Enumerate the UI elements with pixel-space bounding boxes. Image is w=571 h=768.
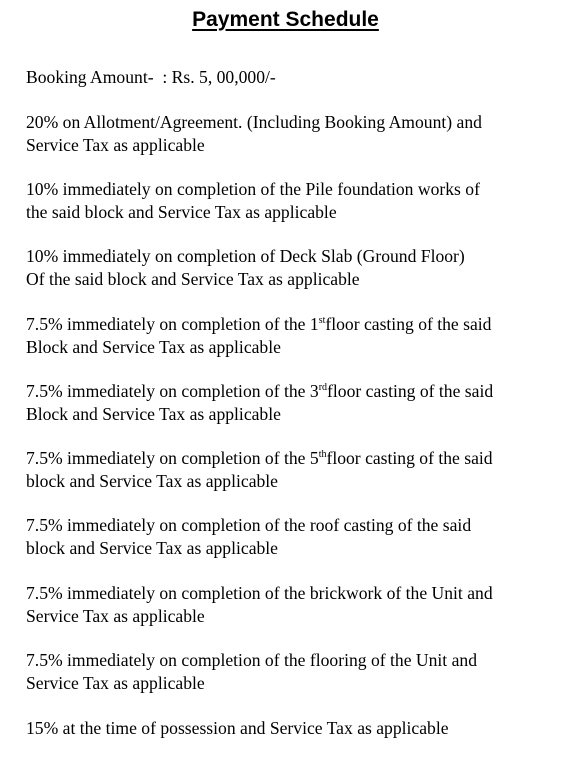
schedule-item-line: 15% at the time of possession and Service Tax as applicable [26, 718, 449, 738]
schedule-item-line: 7.5% immediately on completion of the brickwork of the Unit and [26, 583, 493, 603]
schedule-item-allotment [26, 111, 566, 157]
schedule-item-roof-casting [26, 514, 566, 560]
schedule-item-line: Service Tax as applicable [26, 135, 205, 155]
schedule-item-line [26, 380, 566, 403]
booking-amount-line [26, 66, 566, 89]
schedule-item-line: block and Service Tax as applicable [26, 538, 278, 558]
schedule-item-text: floor casting of the said [325, 314, 492, 334]
schedule-item-1st-floor [26, 313, 566, 359]
ordinal-suffix: rd [318, 382, 328, 393]
schedule-item-brickwork [26, 582, 566, 628]
schedule-item-5th-floor [26, 447, 566, 493]
schedule-item-text: floor casting of the said [327, 381, 494, 401]
page-title: Payment Schedule [192, 8, 379, 31]
schedule-item-pile-foundation [26, 178, 566, 224]
schedule-item-text: 7.5% immediately on completion of the 1 [26, 314, 319, 334]
ordinal-suffix: th [318, 449, 327, 460]
schedule-item-line: 20% on Allotment/Agreement. (Including Booking Amount) and [26, 112, 482, 132]
schedule-item-line: Service Tax as applicable [26, 673, 205, 693]
schedule-item-line: Block and Service Tax as applicable [26, 337, 281, 357]
schedule-item-text: 7.5% immediately on completion of the 5 [26, 448, 319, 468]
schedule-item-line: Service Tax as applicable [26, 606, 205, 626]
schedule-item-line: 10% immediately on completion of the Pile foundation works of [26, 179, 480, 199]
schedule-item-line: 7.5% immediately on completion of the roof casting of the said [26, 515, 472, 535]
schedule-item-line: Block and Service Tax as applicable [26, 404, 281, 424]
schedule-item-3rd-floor [26, 380, 566, 426]
schedule-item-text: floor casting of the said [326, 448, 493, 468]
schedule-item-line [26, 313, 566, 336]
booking-amount-label: Booking Amount- [26, 67, 154, 87]
schedule-item-possession [26, 717, 566, 740]
booking-amount-value: : Rs. 5, 00,000/- [162, 67, 276, 87]
schedule-item-line: 10% immediately on completion of Deck Slab (Ground Floor) [26, 246, 465, 266]
schedule-item-deck-slab [26, 245, 566, 291]
ordinal-suffix: st [318, 315, 326, 326]
schedule-item-line: the said block and Service Tax as applicable [26, 202, 337, 222]
schedule-item-line [26, 447, 566, 470]
schedule-item-line: Of the said block and Service Tax as applicable [26, 269, 360, 289]
schedule-item-line: 7.5% immediately on completion of the flooring of the Unit and [26, 650, 477, 670]
schedule-item-text: 7.5% immediately on completion of the 3 [26, 381, 319, 401]
schedule-item-flooring [26, 649, 566, 695]
schedule-item-line: block and Service Tax as applicable [26, 471, 278, 491]
